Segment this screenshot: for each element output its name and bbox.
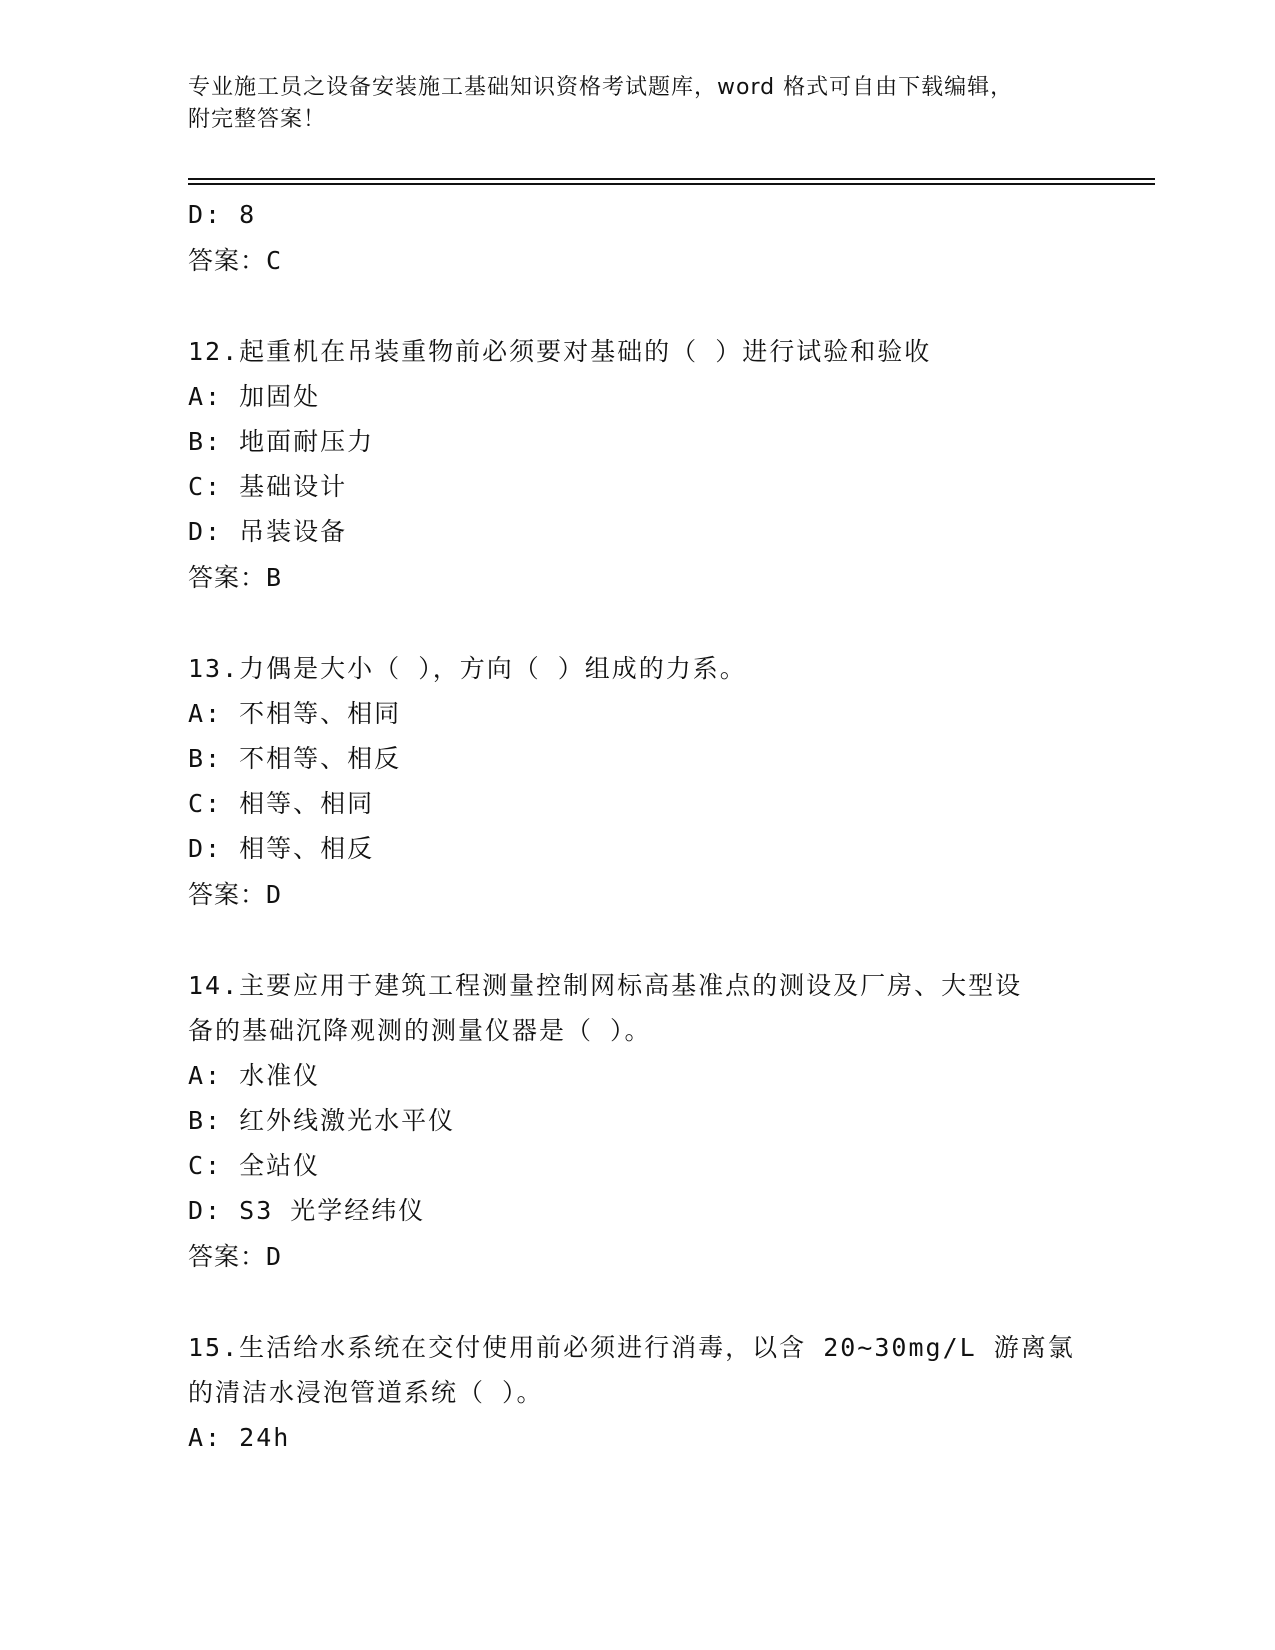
- header-rule-top: [188, 178, 1155, 180]
- answer-value: D: [266, 1242, 283, 1271]
- answer-line: [188, 237, 1088, 284]
- answer-value: D: [266, 880, 283, 909]
- spacer: [188, 284, 1088, 329]
- option-d: D: 相等、相反: [188, 834, 375, 863]
- answer-label: 答案：: [188, 880, 267, 909]
- document-header: [188, 72, 1088, 136]
- previous-question-tail: [188, 192, 1088, 284]
- question-15: [188, 1325, 1088, 1460]
- header-rule-bottom: [188, 183, 1155, 185]
- option-c: C: 基础设计: [188, 472, 348, 501]
- question-list: [188, 192, 1088, 1460]
- option-d: D: 8: [188, 200, 257, 229]
- answer-label: 答案：: [188, 563, 267, 592]
- option-c: C: 全站仪: [188, 1151, 321, 1180]
- answer-label: 答案：: [188, 1242, 267, 1271]
- answer-line: [188, 871, 1088, 918]
- question-stem: 13.力偶是大小（ ），方向（ ）组成的力系。: [188, 654, 747, 683]
- answer-line: [188, 554, 1088, 601]
- question-12: [188, 329, 1088, 601]
- answer-value: C: [266, 246, 283, 275]
- spacer: [188, 918, 1088, 963]
- option-a: A: 加固处: [188, 382, 321, 411]
- option-b: B: 地面耐压力: [188, 427, 375, 456]
- question-14: [188, 963, 1088, 1280]
- answer-value: B: [266, 563, 283, 592]
- question-stem-line-2: 备的基础沉降观测的测量仪器是（ ）。: [188, 1016, 652, 1045]
- header-line-1: 专业施工员之设备安装施工基础知识资格考试题库，word 格式可自由下载编辑，: [188, 75, 1014, 100]
- question-stem-line-2: 的清洁水浸泡管道系统（ ）。: [188, 1378, 544, 1407]
- option-c: C: 相等、相同: [188, 789, 375, 818]
- option-d: D: 吊装设备: [188, 517, 348, 546]
- header-line-2: 附完整答案！: [188, 107, 327, 132]
- option-a: A: 不相等、相同: [188, 699, 402, 728]
- option-a: A: 水准仪: [188, 1061, 321, 1090]
- answer-line: [188, 1233, 1088, 1280]
- question-stem-line-1: 14.主要应用于建筑工程测量控制网标高基准点的测设及厂房、大型设: [188, 971, 1023, 1000]
- option-b: B: 红外线激光水平仪: [188, 1106, 456, 1135]
- option-b: B: 不相等、相反: [188, 744, 402, 773]
- spacer: [188, 1280, 1088, 1325]
- option-a: A: 24h: [188, 1423, 291, 1452]
- question-stem-line-1: 15.生活给水系统在交付使用前必须进行消毒，以含 20~30mg/L 游离氯: [188, 1333, 1075, 1362]
- answer-label: 答案：: [188, 246, 267, 275]
- spacer: [188, 601, 1088, 646]
- question-stem: 12.起重机在吊装重物前必须要对基础的（ ）进行试验和验收: [188, 337, 932, 366]
- option-d: D: S3 光学经纬仪: [188, 1196, 426, 1225]
- question-13: [188, 646, 1088, 918]
